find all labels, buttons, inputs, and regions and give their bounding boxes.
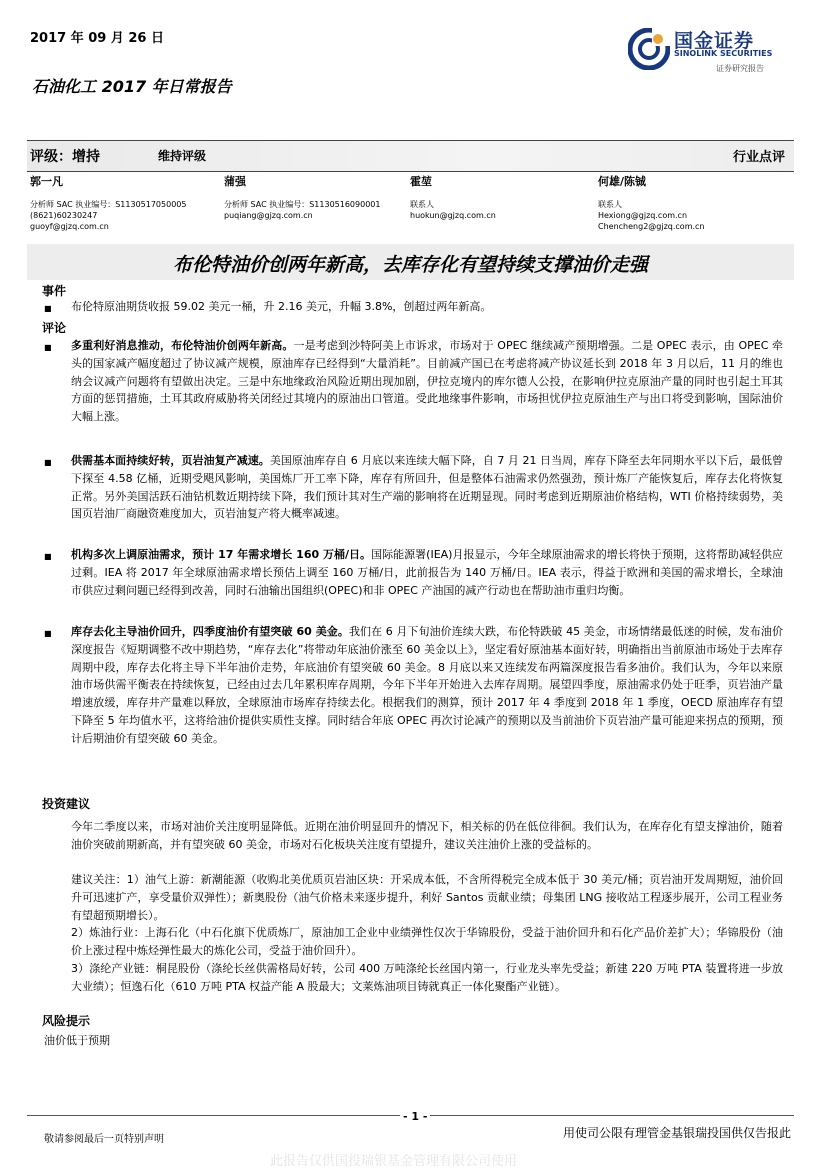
analyst-sac: 分析师 SAC 执业编号：S1130517050005	[30, 200, 187, 209]
headline: 布伦特油价创两年新高，去库存化有望持续支撑油价走强	[172, 254, 648, 276]
section-title-event: 事件	[42, 284, 67, 298]
analyst-name: 何雄/陈铖	[598, 175, 647, 188]
comment-text: 一是考虑到沙特阿美上市诉求，市场对于 OPEC 继续减产预期增强。二是 OPEC 表示，由 OPEC 牵头的国家减产幅度超过了协议减产规模，原油库存已经得到“大量消耗”。目前减产国已在考虑将减产协议延长到 2018 年 3 月以后，11 月的维也纳会议减产问题将有望做出决定。三是中东地缘政治风险近期出现加剧，伊拉克境内的库尔德人公投，在影响伊拉克原油产量的同时也引起土耳其方面的惩罚措施，土耳其政府威胁将关闭经过其境内的原油出口管道。受此地缘事件影响，市场担忧伊拉克原油生产与出口将受到影响，国际油价大幅上涨。	[71, 339, 784, 424]
footer-disclaimer: 敬请参阅最后一页特别声明	[44, 1134, 164, 1145]
rating-action: 维持评级	[158, 149, 207, 163]
analyst-card	[30, 176, 186, 232]
watermark: 此报告仅供国投瑞银基金管理有限公司使用	[270, 1154, 518, 1169]
analyst-card	[598, 176, 705, 232]
advice-paragraph: 3）涤纶产业链：桐昆股份（涤纶长丝供需格局好转，公司 400 万吨涤纶长丝国内第一，行业龙头率先受益；新建 220 万吨 PTA 装置将进一步放大业绩）；恒逸石化（610 万吨 PTA 权益产能 A 股最大；文莱炼油项目铸就真正一体化聚酯产业链）。	[71, 962, 783, 993]
analyst-email[interactable]: puqiang@gjzq.com.cn	[224, 211, 313, 220]
logo-name: 国金证券	[674, 30, 755, 52]
rating-bar	[27, 140, 794, 172]
bullet-icon: ■	[44, 304, 52, 313]
comment-paragraph	[71, 337, 783, 426]
analyst-card	[224, 176, 380, 221]
analyst-name: 蒲强	[224, 175, 246, 188]
analyst-email[interactable]: Hexiong@gjzq.com.cn	[598, 211, 688, 220]
bullet-icon: ■	[44, 629, 52, 638]
section-title-advice: 投资建议	[42, 797, 91, 811]
analyst-name: 霍堃	[410, 175, 432, 188]
comment-bold: 机构多次上调原油需求，预计 17 年需求增长 160 万桶/日。	[71, 548, 372, 561]
comment-bold: 库存去化主导油价回升，四季度油价有望突破 60 美金。	[71, 625, 349, 638]
bullet-icon: ■	[44, 552, 52, 561]
event-text: 布伦特原油期货收报 59.02 美元一桶，升 2.16 美元，升幅 3.8%，创超过两年新高。	[71, 300, 492, 313]
risk-text: 油价低于预期	[44, 1034, 110, 1047]
analyst-phone: (8621)60230247	[30, 211, 98, 220]
page-number: - 1 -	[400, 1110, 430, 1123]
analyst-email[interactable]: guoyf@gjzq.com.cn	[30, 222, 109, 231]
logo-en: SINOLINK SECURITIES	[674, 49, 773, 58]
comment-text: 我们在 6 月下旬油价连续大跌，布伦特跌破 45 美金，市场情绪最低迷的时候，发布油价深度报告《短期调整不改中期趋势，“库存去化”将带动年底油价涨至 60 美金以上》，坚定看好原油基本面好转，明确指出当前原油市场处于去库存周期中段，库存去化将主导下半年油价走势，年底油价有望突破 60 美金。8 月底以来又连续发布两篇深度报告看多油价。我们认为，今年以来原油市场供需平衡表在持续恢复，已经由过去几年累积库存周期，今年下半年开始进入去库存周期。展望四季度，原油需求仍处于旺季，页岩油产量增速放缓，库存井产量难以释放，全球原油市场库存持续去化。根据我们的测算，预计 2017 年 4 季度到 2018 年 1 季度，OECD 原油库存有望下降至 5 年均值水平，这将给油价提供实质性支撑。同时结合年底 OPEC 再次讨论减产的预期以及当前油价下页岩油产量可能迎来拐点的预期，预计后期油价有望突破 60 美金。	[71, 625, 783, 745]
report-title: 石油化工 2017 年日常报告	[32, 77, 232, 96]
analyst-role: 联系人	[410, 200, 434, 209]
advice-paragraph: 2）炼油行业：上海石化（中石化旗下优质炼厂，原油加工企业中业绩弹性仅次于华锦股份，受益于油价回升和石化产品价差扩大）；华锦股份（油价上涨过程中炼烃弹性最大的炼化公司，受益于油价回升）。	[71, 926, 783, 957]
advice-paragraph: 今年二季度以来，市场对油价关注度明显降低。近期在油价明显回升的情况下，相关标的仍在低位徘徊。我们认为，在库存化有望支撑油价，随着油价突破前期新高，并有望突破 60 美金，市场对石化板块关注度有望提升，建议关注油价上涨的受益标的。	[71, 820, 783, 851]
section-title-risk: 风险提示	[42, 1014, 91, 1028]
analyst-card	[410, 176, 496, 221]
analyst-sac: 分析师 SAC 执业编号：S1130516090001	[224, 200, 381, 209]
footer-notice: 用使司公限有理管金基银瑞投国供仅告报此	[562, 1126, 791, 1140]
comment-bold: 供需基本面持续好转，页岩油复产减速。	[71, 454, 270, 467]
report-type: 行业点评	[732, 150, 785, 165]
section-title-comment: 评论	[42, 321, 67, 335]
comment-bold: 多重利好消息推动，布伦特油价创两年新高。	[71, 339, 294, 352]
comment-text: 美国原油库存自 6 月底以来连续大幅下降，自 7 月 21 日当周，库存下降至去年同期水平以下后，最低曾下探至 4.58 亿桶，近期受飓风影响，美国炼厂开工率下降，库存有所回升，但是整体石油需求仍然强劲，预计炼厂产能恢复后，库存去化将恢复正常。另外美国活跃石油钻机数近期持续下降，我们预计其对生产端的影响将在近期显现。同时考虑到近期原油价格结构，WTI 价格持续弱势，美国页岩油厂商融资难度加大，页岩油复产将大概率减速。	[71, 454, 783, 521]
bullet-icon: ■	[44, 343, 52, 352]
comment-paragraph	[71, 452, 783, 523]
logo-icon	[628, 28, 670, 70]
bullet-icon: ■	[44, 458, 52, 467]
analyst-role: 联系人	[598, 200, 622, 209]
report-date: 2017 年 09 月 26 日	[30, 31, 164, 46]
comment-paragraph	[71, 546, 783, 599]
rating-label: 评级：增持	[30, 149, 100, 165]
comment-paragraph	[71, 623, 783, 748]
analyst-name: 郭一凡	[30, 175, 63, 188]
analyst-email[interactable]: huokun@gjzq.com.cn	[410, 211, 496, 220]
company-logo	[628, 24, 798, 76]
logo-subtitle: 证券研究报告	[716, 64, 764, 73]
comment-text: 国际能源署(IEA)月报显示，今年全球原油需求的增长将快于预期，这将帮助减轻供应过剩。IEA 将 2017 年全球原油需求增长预估上调至 160 万桶/日，此前报告为 140 万桶/日。IEA 表示，得益于欧洲和美国的需求增长，全球油市供应过剩问题已经得到改善，同时石油输出国组织(OPEC)和非 OPEC 产油国的减产行动也在帮助油市重归均衡。	[71, 548, 783, 597]
advice-paragraph: 建议关注：1）油气上游：新潮能源（收购北美优质页岩油区块：开采成本低，不含所得税完全成本低于 30 美元/桶；页岩油开发周期短，油价回升可迅速扩产，享受量价双弹性）；新奥股份（油气价格未来逐步提升，利好 Santos 贡献业绩；母集团 LNG 接收站工程逐步展开，公司工程业务有望超预期增长）。	[71, 873, 783, 922]
analyst-email[interactable]: Chencheng2@gjzq.com.cn	[598, 222, 705, 231]
